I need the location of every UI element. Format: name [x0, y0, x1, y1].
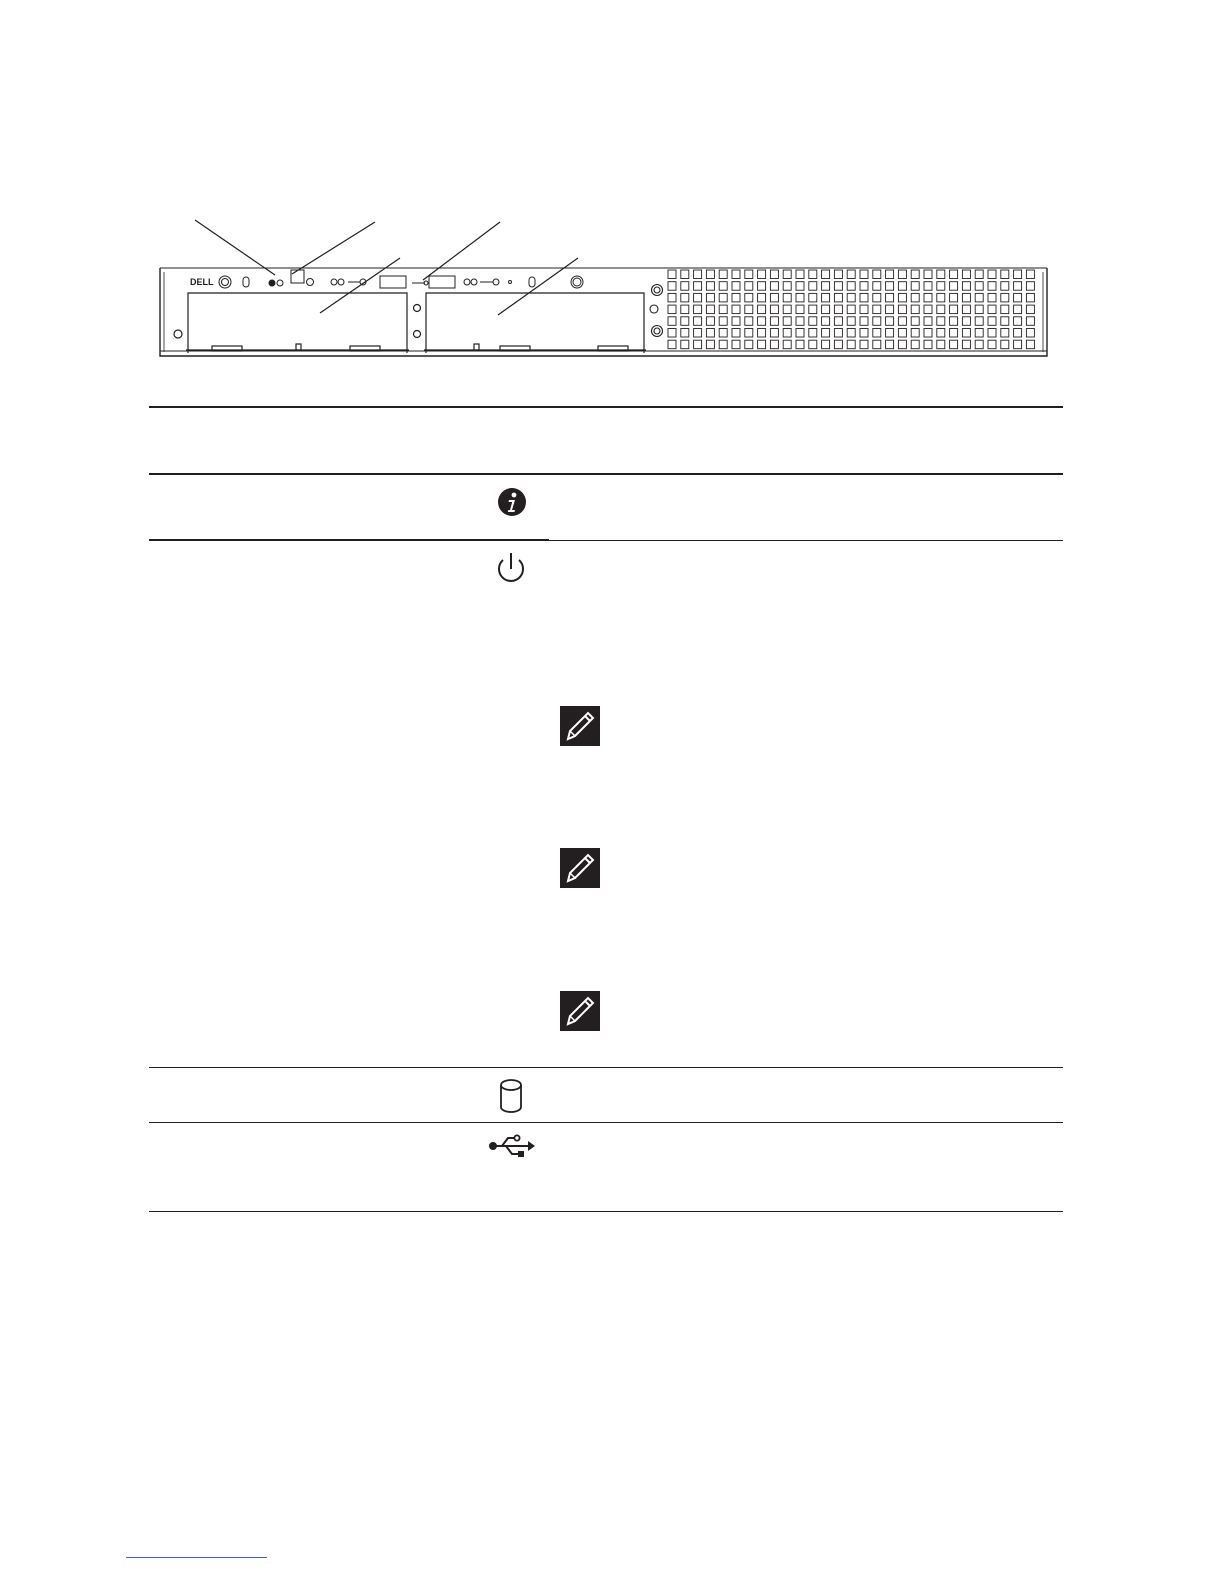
vent-slot — [860, 317, 868, 326]
callout-line-5 — [498, 258, 578, 315]
vent-slot — [706, 293, 714, 302]
vent-slot — [822, 270, 830, 279]
front-panel-diagram — [150, 210, 1070, 370]
vent-slot — [924, 305, 932, 314]
vent-slot — [1026, 282, 1034, 291]
vent-slot — [1014, 340, 1022, 349]
vent-slot — [834, 270, 842, 279]
vent-slot — [770, 282, 778, 291]
row-rule-1b — [149, 540, 1063, 541]
vent-slot — [873, 317, 881, 326]
vent-slot — [694, 317, 702, 326]
note-icon — [560, 848, 600, 888]
vent-slot — [962, 293, 970, 302]
vent-slot — [745, 270, 753, 279]
note-icon — [560, 991, 600, 1031]
vent-slot — [694, 305, 702, 314]
vent-slot — [847, 329, 855, 338]
vent-slot — [681, 282, 689, 291]
vent-slot — [681, 270, 689, 279]
vent-slot — [1026, 305, 1034, 314]
vent-slot — [937, 270, 945, 279]
vent-slot — [681, 317, 689, 326]
vent-slot — [988, 340, 996, 349]
vent-slot — [783, 340, 791, 349]
vent-slot — [732, 305, 740, 314]
vent-slot — [719, 293, 727, 302]
vent-slot — [898, 270, 906, 279]
vent-slot — [924, 340, 932, 349]
vent-slot — [873, 293, 881, 302]
vent-slot — [1001, 282, 1009, 291]
hard-drive-icon — [498, 1078, 524, 1114]
vent-slot — [886, 317, 894, 326]
vent-slot — [758, 305, 766, 314]
vent-slot — [809, 329, 817, 338]
vent-slot — [822, 293, 830, 302]
vent-slot — [886, 293, 894, 302]
vent-slot — [770, 317, 778, 326]
vent-slot — [706, 317, 714, 326]
brand-logo: DELL — [190, 277, 214, 287]
vent-slot — [950, 329, 958, 338]
vent-slot — [834, 317, 842, 326]
vent-slot — [732, 317, 740, 326]
vent-slot — [911, 329, 919, 338]
vent-slot — [962, 282, 970, 291]
vent-slot — [1014, 282, 1022, 291]
callout-line-2 — [292, 222, 375, 274]
vent-slot — [809, 340, 817, 349]
vent-slot — [975, 305, 983, 314]
vent-slot — [681, 293, 689, 302]
vent-slot — [988, 282, 996, 291]
vent-slot — [924, 317, 932, 326]
vent-slot — [975, 270, 983, 279]
vent-slot — [898, 282, 906, 291]
vent-slot — [873, 340, 881, 349]
vent-slot — [847, 293, 855, 302]
vent-slot — [1026, 317, 1034, 326]
vent-slot — [975, 293, 983, 302]
vent-slot — [873, 305, 881, 314]
vent-slot — [937, 340, 945, 349]
vent-slot — [694, 282, 702, 291]
table-header-rule — [149, 473, 1063, 475]
vent-slot — [873, 270, 881, 279]
vent-slot — [950, 282, 958, 291]
vent-slot — [706, 329, 714, 338]
vent-slot — [796, 305, 804, 314]
vent-slot — [719, 305, 727, 314]
vent-slot — [962, 340, 970, 349]
vent-slot — [1026, 329, 1034, 338]
vent-slot — [719, 282, 727, 291]
vent-slot — [847, 317, 855, 326]
vent-slot — [1026, 340, 1034, 349]
vent-slot — [988, 305, 996, 314]
vent-slot — [911, 270, 919, 279]
vent-slot — [950, 305, 958, 314]
vent-slot — [1014, 305, 1022, 314]
vent-slot — [860, 293, 868, 302]
vent-slot — [1026, 270, 1034, 279]
vent-slot — [911, 282, 919, 291]
vent-slot — [745, 293, 753, 302]
footer-link-rule — [126, 1557, 267, 1558]
vent-slot — [1014, 317, 1022, 326]
vent-slot — [694, 293, 702, 302]
vent-slot — [758, 329, 766, 338]
vent-slot — [898, 329, 906, 338]
vent-slot — [770, 270, 778, 279]
vent-slot — [732, 329, 740, 338]
vent-slot — [758, 340, 766, 349]
vent-slot — [719, 317, 727, 326]
vent-slot — [962, 329, 970, 338]
vent-slot — [924, 270, 932, 279]
vent-slot — [809, 305, 817, 314]
vent-slot — [809, 282, 817, 291]
vent-slot — [834, 340, 842, 349]
control-row — [219, 270, 583, 288]
vent-slot — [668, 305, 676, 314]
vent-slot — [898, 317, 906, 326]
vent-slot — [706, 282, 714, 291]
vent-slot — [886, 340, 894, 349]
drive-bays — [174, 293, 646, 353]
vent-slot — [796, 282, 804, 291]
vent-slot — [975, 329, 983, 338]
vent-slot — [924, 282, 932, 291]
vent-slot — [822, 340, 830, 349]
vent-slot — [783, 305, 791, 314]
vent-slot — [796, 329, 804, 338]
vent-slot — [847, 282, 855, 291]
vent-slot — [937, 317, 945, 326]
vent-slot — [924, 329, 932, 338]
usb-icon — [488, 1133, 536, 1159]
vent-slot — [911, 317, 919, 326]
vent-slot — [694, 270, 702, 279]
vent-slot — [873, 282, 881, 291]
vent-slot — [822, 329, 830, 338]
vent-slot — [911, 293, 919, 302]
vent-slot — [1001, 270, 1009, 279]
vent-slot — [668, 293, 676, 302]
vent-slot — [886, 305, 894, 314]
vent-slot — [745, 317, 753, 326]
vent-slot — [732, 270, 740, 279]
vent-slot — [770, 329, 778, 338]
vent-slot — [668, 317, 676, 326]
vent-slot — [860, 282, 868, 291]
vent-slot — [886, 270, 894, 279]
vent-slot — [668, 282, 676, 291]
vent-slot — [809, 317, 817, 326]
vent-slot — [783, 282, 791, 291]
vent-slot — [783, 329, 791, 338]
vent-slot — [796, 340, 804, 349]
vent-slot — [668, 340, 676, 349]
vent-slot — [950, 293, 958, 302]
chassis — [160, 268, 1047, 356]
front-panel-figure — [150, 210, 1070, 370]
vent-slot — [950, 317, 958, 326]
vent-slot — [1001, 329, 1009, 338]
vent-slot — [937, 282, 945, 291]
vent-slot — [822, 317, 830, 326]
vent-slot — [975, 282, 983, 291]
vent-slot — [706, 305, 714, 314]
vent-slot — [937, 293, 945, 302]
vent-slot — [719, 270, 727, 279]
table-top-rule — [149, 406, 1063, 408]
vent-slot — [950, 270, 958, 279]
vent-slot — [988, 270, 996, 279]
note-icon — [560, 706, 600, 746]
right-side-fasteners — [650, 285, 663, 337]
table-bottom-rule — [149, 1211, 1063, 1212]
vent-slot — [681, 329, 689, 338]
vent-slot — [847, 270, 855, 279]
vent-slot — [745, 340, 753, 349]
callout-line-1 — [195, 220, 275, 275]
vent-slot — [758, 317, 766, 326]
vent-slot — [796, 270, 804, 279]
vent-slot — [962, 305, 970, 314]
vent-slot — [681, 305, 689, 314]
vent-slot — [975, 340, 983, 349]
vent-slot — [706, 340, 714, 349]
vent-slot — [758, 293, 766, 302]
vent-slot — [668, 329, 676, 338]
vent-slot — [1014, 329, 1022, 338]
vent-slot — [975, 317, 983, 326]
vent-slot — [809, 270, 817, 279]
ventilation-grid — [668, 270, 1034, 349]
vent-slot — [822, 305, 830, 314]
vent-slot — [1014, 270, 1022, 279]
power-icon — [494, 551, 528, 587]
vent-slot — [988, 293, 996, 302]
vent-slot — [898, 305, 906, 314]
vent-slot — [1001, 293, 1009, 302]
vent-slot — [758, 282, 766, 291]
vent-slot — [860, 305, 868, 314]
vent-slot — [834, 282, 842, 291]
vent-slot — [822, 282, 830, 291]
vent-slot — [988, 329, 996, 338]
vent-slot — [758, 270, 766, 279]
vent-slot — [1026, 293, 1034, 302]
vent-slot — [783, 317, 791, 326]
vent-slot — [962, 270, 970, 279]
vent-slot — [694, 329, 702, 338]
vent-slot — [847, 340, 855, 349]
vent-slot — [770, 305, 778, 314]
vent-slot — [770, 293, 778, 302]
vent-slot — [834, 329, 842, 338]
callout-line-3 — [320, 258, 400, 313]
vent-slot — [796, 293, 804, 302]
vent-slot — [1001, 317, 1009, 326]
vent-slot — [937, 305, 945, 314]
vent-slot — [745, 305, 753, 314]
vent-slot — [924, 293, 932, 302]
vent-slot — [898, 340, 906, 349]
vent-slot — [1014, 293, 1022, 302]
row-rule-2 — [149, 1067, 1063, 1068]
vent-slot — [681, 340, 689, 349]
info-icon — [496, 486, 528, 518]
vent-slot — [886, 329, 894, 338]
vent-slot — [860, 270, 868, 279]
vent-slot — [950, 340, 958, 349]
vent-slot — [937, 329, 945, 338]
vent-slot — [732, 340, 740, 349]
vent-slot — [796, 317, 804, 326]
vent-slot — [834, 305, 842, 314]
vent-slot — [860, 329, 868, 338]
vent-slot — [783, 293, 791, 302]
vent-slot — [745, 282, 753, 291]
vent-slot — [694, 340, 702, 349]
vent-slot — [988, 317, 996, 326]
vent-slot — [719, 340, 727, 349]
vent-slot — [911, 305, 919, 314]
vent-slot — [1001, 305, 1009, 314]
vent-slot — [732, 282, 740, 291]
vent-slot — [809, 293, 817, 302]
vent-slot — [847, 305, 855, 314]
vent-slot — [706, 270, 714, 279]
vent-slot — [962, 317, 970, 326]
vent-slot — [1001, 340, 1009, 349]
vent-slot — [886, 282, 894, 291]
vent-slot — [770, 340, 778, 349]
vent-slot — [898, 293, 906, 302]
vent-slot — [834, 293, 842, 302]
vent-slot — [745, 329, 753, 338]
callout-line-4 — [423, 222, 500, 280]
vent-slot — [719, 329, 727, 338]
vent-slot — [668, 270, 676, 279]
vent-slot — [911, 340, 919, 349]
vent-slot — [873, 329, 881, 338]
vent-slot — [860, 340, 868, 349]
vent-slot — [732, 293, 740, 302]
row-rule-3 — [149, 1122, 1063, 1123]
vent-slot — [783, 270, 791, 279]
